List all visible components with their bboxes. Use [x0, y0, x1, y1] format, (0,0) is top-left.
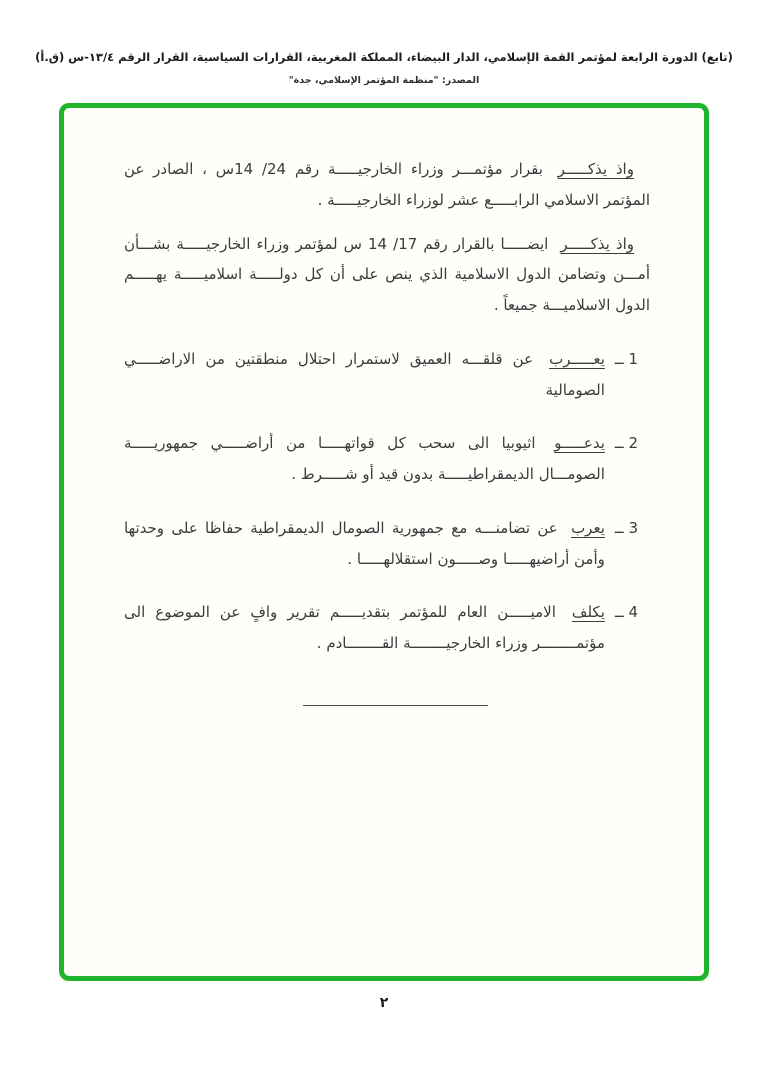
list-item-2: [124, 428, 650, 490]
list-item-1-body: [124, 344, 605, 406]
paragraph-1-text: بقرار مؤتمـــر وزراء الخارجيـــــة رقم 24/ 14س ، الصادر عن المؤتمر الاسلامي الرابـــــع عشر لوزراء الخارجيـــــة .: [124, 160, 650, 209]
paragraph-2: [124, 229, 650, 321]
paragraph-1: [124, 154, 650, 216]
list-item-3-marker: 3 ــ: [614, 518, 638, 537]
list-item-4-text: الاميـــــن العام للمؤتمر بتقديـــــم تقرير وافٍ عن الموضوع الى مؤتمــــــــر وزراء الخارجيــــــــة القــــــــادم .: [124, 603, 605, 652]
list-item-2-marker: 2 ــ: [614, 434, 638, 453]
scan-content: [64, 108, 704, 706]
header-title: (تابع) الدورة الرابعة لمؤتمر القمة الإسلامي، الدار البيضاء، المملكة المغربية، القرارات السياسية، القرار الرقم ١٣/٤-س (ق.أ): [35, 50, 733, 64]
list-item-2-lead: يدعـــــو: [554, 434, 605, 453]
list-item-3-text: عن تضامنـــه مع جمهورية الصومال الديمقراطية حفاظا على وحدتها وأمن أراضيهـــــا وصـــــون استقلالهـــــا .: [124, 518, 605, 568]
list-item-1-marker: 1 ــ: [614, 349, 638, 368]
separator-line: [303, 705, 488, 706]
list-item-2-body: [124, 428, 605, 490]
list-item-4-lead: يكلف: [571, 603, 605, 622]
list-item-4-marker: 4 ــ: [614, 603, 638, 622]
list-item-4: [124, 597, 650, 659]
paragraph-2-text: ايضـــــا بالقرار رقم 17/ 14 س لمؤتمر وزراء الخارجيـــــة بشـــأن أمـــن وتضامن الدول الاسلامية الذي ينص على أن كل دولـــــة اسلاميـــــة يهـــــم الدول الاسلاميـــة جميعاً .: [124, 234, 650, 314]
page-number: ٢: [379, 995, 389, 1011]
list-item-1-lead: يعـــــرب: [549, 349, 605, 368]
document-header: [0, 0, 768, 86]
list-item-1: [124, 344, 650, 406]
paragraph-2-lead: واذ يذكـــــر: [560, 234, 635, 253]
list-item-3-lead: يعرب: [571, 518, 605, 537]
list-item-1-text: عن قلقـــه العميق لاستمرار احتلال منطقتين من الاراضـــــي الصومالية: [124, 349, 605, 399]
header-source-line: المصدر: "منظمة المؤتمر الإسلامي، جدة": [288, 75, 480, 86]
list-item-3-body: [124, 513, 605, 575]
list-item-2-text: اثيوبيا الى سحب كل قواتهـــــا من أراضـــــي جمهوريـــــة الصومـــال الديمقراطيـــــة بدون قيد أو شـــــرط .: [124, 434, 605, 483]
scan-frame: [59, 103, 709, 981]
list-item-3: [124, 513, 650, 575]
paragraph-1-lead: واذ يذكـــــر: [557, 160, 634, 178]
list-item-4-body: [124, 597, 605, 659]
